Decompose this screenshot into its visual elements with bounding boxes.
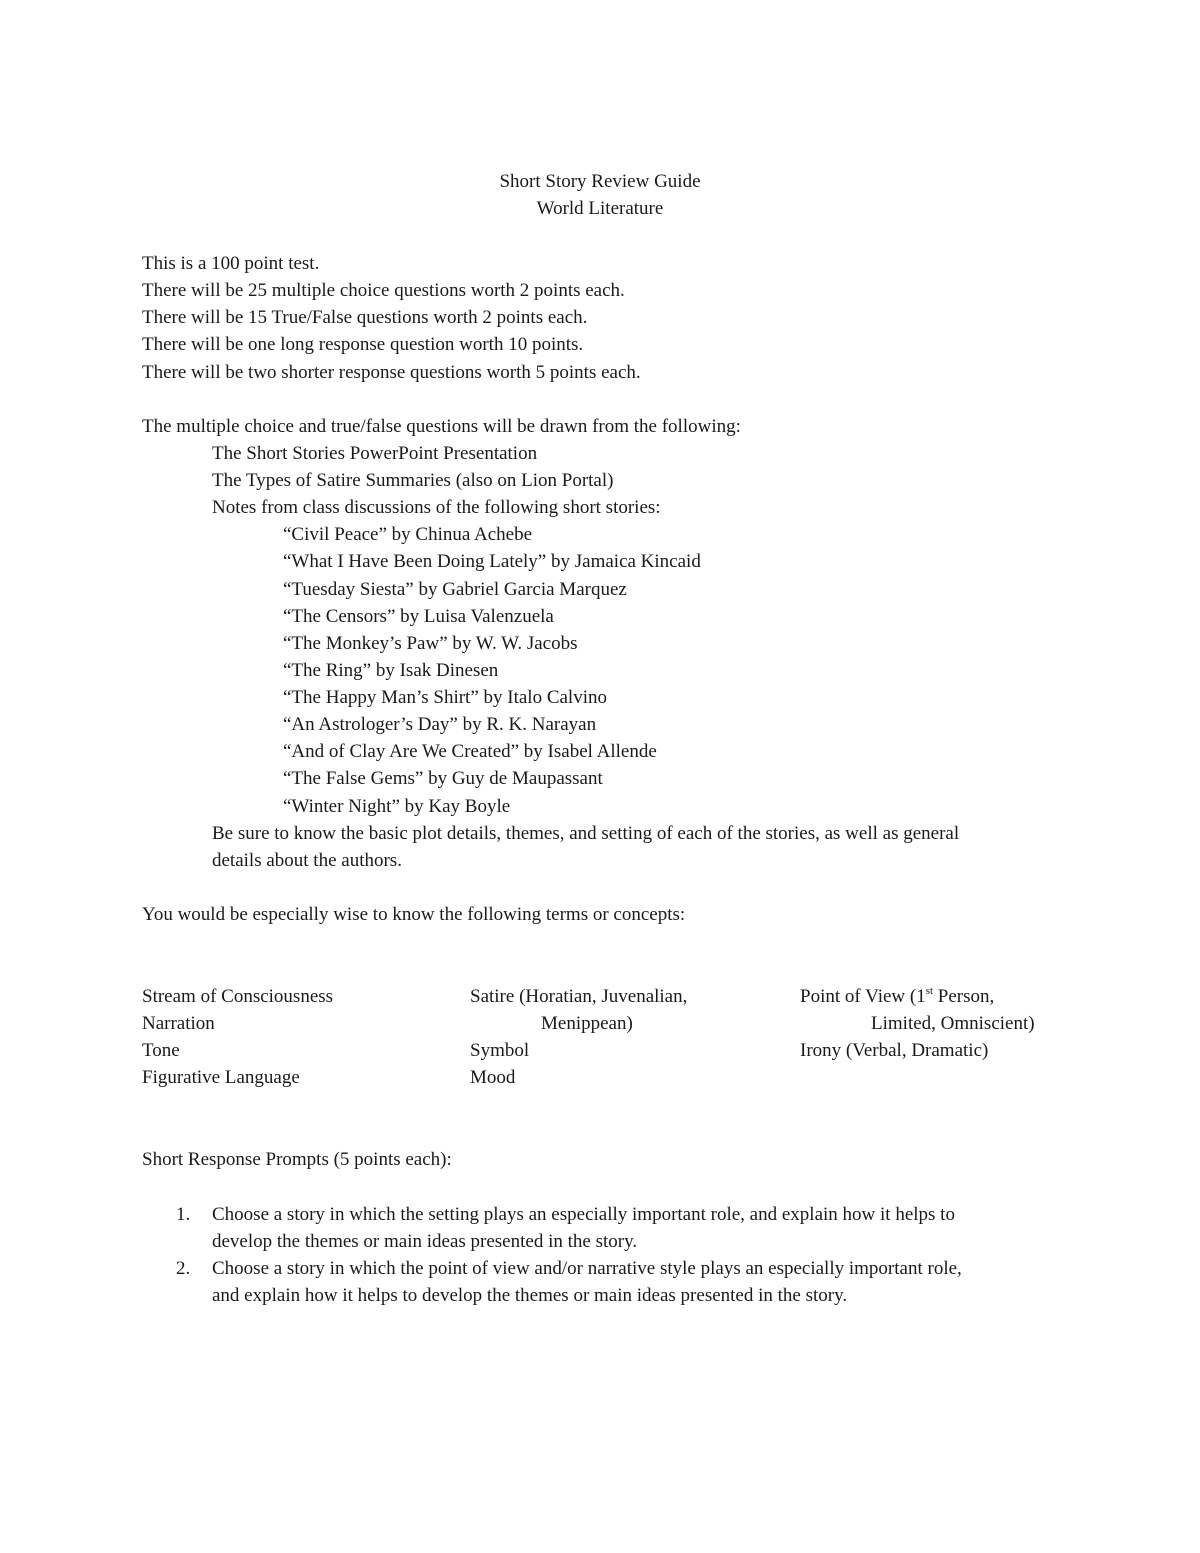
- prompt-line: Choose a story in which the setting plays an especially important role, and explain how it helps to: [212, 1204, 955, 1225]
- prompt-line: develop the themes or main ideas presented in the story.: [212, 1231, 638, 1252]
- term-item: Mood: [470, 1067, 516, 1088]
- intro-line: There will be 15 True/False questions worth 2 points each.: [142, 307, 588, 328]
- story-item: “What I Have Been Doing Lately” by Jamaica Kincaid: [283, 551, 701, 572]
- prompt-line: Choose a story in which the point of view and/or narrative style plays an especially important role,: [212, 1258, 962, 1279]
- story-item: “Winter Night” by Kay Boyle: [283, 796, 511, 817]
- story-item: “The Happy Man’s Shirt” by Italo Calvino: [283, 687, 607, 708]
- prompt-line: and explain how it helps to develop the themes or main ideas presented in the story.: [212, 1285, 848, 1306]
- term-item: Narration: [142, 1013, 215, 1034]
- terms-heading: You would be especially wise to know the following terms or concepts:: [142, 904, 686, 925]
- story-item: “The False Gems” by Guy de Maupassant: [283, 768, 603, 789]
- story-item: “The Censors” by Luisa Valenzuela: [283, 606, 554, 627]
- term-superscript: st: [925, 984, 934, 997]
- document-subtitle: World Literature: [536, 198, 664, 219]
- intro-line: There will be 25 multiple choice questions worth 2 points each.: [142, 280, 625, 301]
- term-item: Irony (Verbal, Dramatic): [800, 1040, 989, 1061]
- document-title: Short Story Review Guide: [499, 171, 701, 192]
- prompt-number: 2.: [176, 1258, 191, 1279]
- story-item: “Tuesday Siesta” by Gabriel Garcia Marquez: [283, 579, 627, 600]
- intro-line: There will be one long response question worth 10 points.: [142, 334, 584, 355]
- term-item: Satire (Horatian, Juvenalian,: [470, 986, 688, 1007]
- term-text: Point of View (1: [800, 986, 926, 1007]
- intro-line: There will be two shorter response questions worth 5 points each.: [142, 362, 641, 383]
- prompt-number: 1.: [176, 1204, 191, 1225]
- story-item: “Civil Peace” by Chinua Achebe: [283, 524, 533, 545]
- story-item: “An Astrologer’s Day” by R. K. Narayan: [283, 714, 597, 735]
- sources-heading: The multiple choice and true/false questions will be drawn from the following:: [142, 416, 741, 437]
- term-item-point-of-view: [800, 983, 994, 1010]
- story-item: “The Ring” by Isak Dinesen: [283, 660, 499, 681]
- term-item: Tone: [142, 1040, 180, 1061]
- source-item: Notes from class discussions of the following short stories:: [212, 497, 661, 518]
- prompts-heading: Short Response Prompts (5 points each):: [142, 1149, 452, 1170]
- term-text: Person,: [933, 986, 995, 1007]
- term-item: Figurative Language: [142, 1067, 300, 1088]
- source-item: The Short Stories PowerPoint Presentation: [212, 443, 538, 464]
- term-item-continuation: Menippean): [541, 1013, 633, 1034]
- source-item: The Types of Satire Summaries (also on Lion Portal): [212, 470, 614, 491]
- story-item: “And of Clay Are We Created” by Isabel Allende: [283, 741, 657, 762]
- term-item: Stream of Consciousness: [142, 986, 334, 1007]
- term-item: Symbol: [470, 1040, 530, 1061]
- intro-line: This is a 100 point test.: [142, 253, 320, 274]
- term-item-continuation: Limited, Omniscient): [871, 1013, 1035, 1034]
- story-item: “The Monkey’s Paw” by W. W. Jacobs: [283, 633, 578, 654]
- know-note-line: Be sure to know the basic plot details, themes, and setting of each of the stories, as well as general: [212, 823, 960, 844]
- know-note-line: details about the authors.: [212, 850, 402, 871]
